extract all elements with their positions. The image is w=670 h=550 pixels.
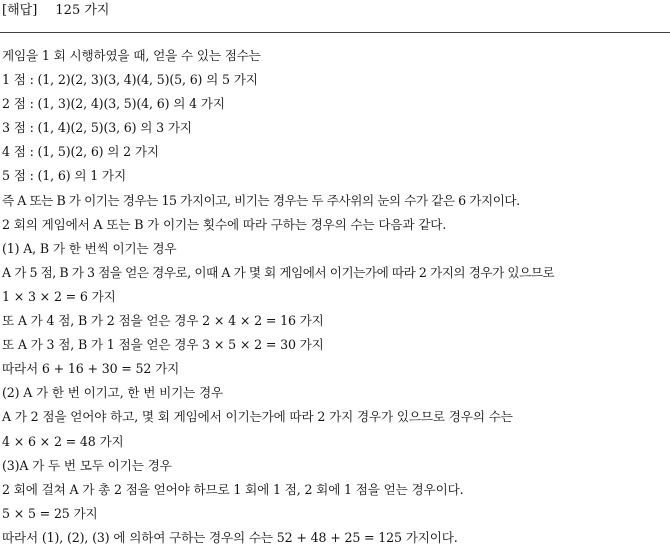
case-1-explanation: A 가 5 점, B 가 3 점을 얻은 경우로, 이때 A 가 몇 회 게임에서 이기는가에 따라 2 가지의 경우가 있으므로 <box>2 264 555 280</box>
solution-body <box>2 44 670 550</box>
case-1-heading: (1) A, B 가 한 번씩 이기는 경우 <box>2 240 177 256</box>
case-3-calc: 5 × 5 = 25 가지 <box>2 505 98 521</box>
method-line: 2 회의 게임에서 A 또는 B 가 이기는 횟수에 따라 구하는 경우의 수는 다음과 같다. <box>2 216 447 232</box>
summary-line: 즉 A 또는 B 가 이기는 경우는 15 가지이고, 비기는 경우는 두 주사위의 눈의 수가 같은 6 가지이다. <box>2 192 520 208</box>
score-2-line: 2 점 : (1, 3)(2, 4)(3, 5)(4, 6) 의 4 가지 <box>2 96 225 112</box>
header-divider <box>0 32 670 33</box>
case-3-explanation: 2 회에 걸쳐 A 가 총 2 점을 얻어야 하므로 1 회에 1 점, 2 회에 1 점을 얻는 경우이다. <box>2 481 464 497</box>
answer-tag: [해답] <box>2 3 38 18</box>
case-2-heading: (2) A 가 한 번 이기고, 한 번 비기는 경우 <box>2 385 224 401</box>
score-1-line: 1 점 : (1, 2)(2, 3)(3, 4)(4, 5)(5, 6) 의 5 가지 <box>2 72 258 88</box>
case-1-calc-b: 또 A 가 4 점, B 가 2 점을 얻은 경우 2 × 4 × 2 = 16 가지 <box>2 313 324 329</box>
score-3-line: 3 점 : (1, 4)(2, 5)(3, 6) 의 3 가지 <box>2 120 192 136</box>
case-3-heading: (3)A 가 두 번 모두 이기는 경우 <box>2 457 172 473</box>
case-1-total: 따라서 6 + 16 + 30 = 52 가지 <box>2 361 180 377</box>
answer-header <box>2 2 109 20</box>
case-1-calc-a: 1 × 3 × 2 = 6 가지 <box>2 288 116 304</box>
answer-value: 125 가지 <box>55 3 110 18</box>
case-2-explanation: A 가 2 점을 얻어야 하고, 몇 회 게임에서 이기는가에 따라 2 가지 경우가 있으므로 경우의 수는 <box>2 409 513 425</box>
case-2-calc: 4 × 6 × 2 = 48 가지 <box>2 433 124 449</box>
score-5-line: 5 점 : (1, 6) 의 1 가지 <box>2 168 126 184</box>
case-1-calc-c: 또 A 가 3 점, B 가 1 점을 얻은 경우 3 × 5 × 2 = 30 가지 <box>2 337 324 353</box>
score-4-line: 4 점 : (1, 5)(2, 6) 의 2 가지 <box>2 144 159 160</box>
intro-line: 게임을 1 회 시행하였을 때, 얻을 수 있는 점수는 <box>2 48 261 63</box>
final-conclusion: 따라서 (1), (2), (3) 에 의하여 구하는 경우의 수는 52 + 48 + 25 = 125 가지이다. <box>2 529 458 545</box>
